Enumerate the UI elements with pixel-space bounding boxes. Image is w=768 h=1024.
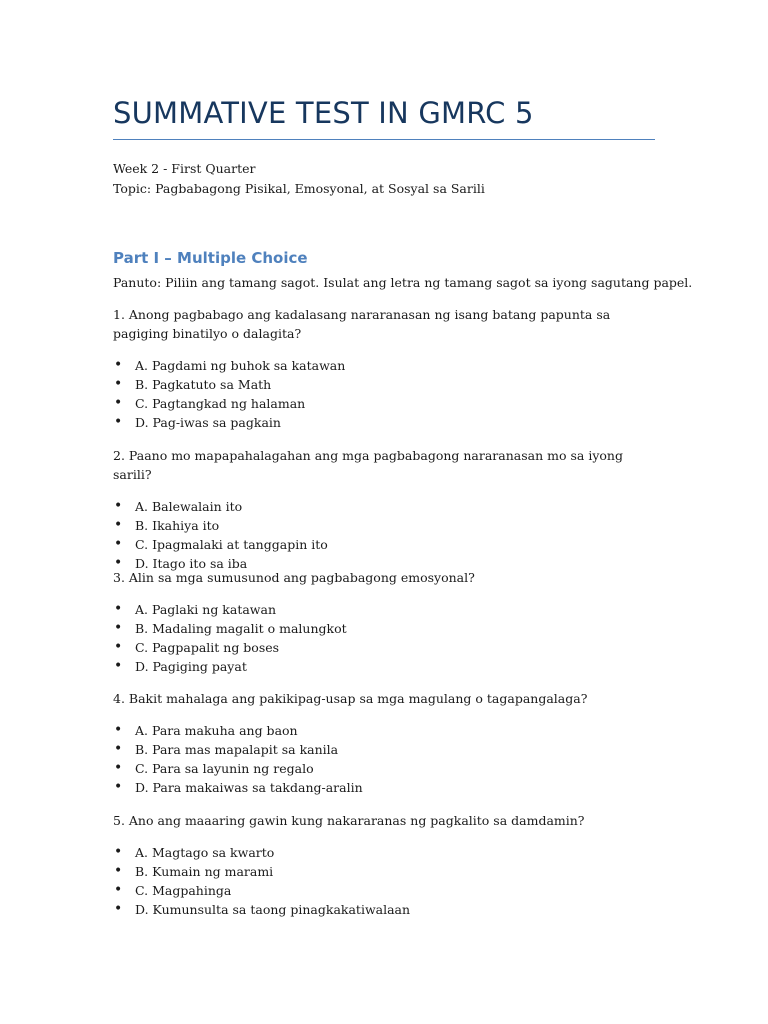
choice-text: B. Para mas mapalapit sa kanila <box>135 742 339 757</box>
choice-text: D. Pagiging payat <box>135 659 247 674</box>
choice-text: D. Para makaiwas sa takdang-aralin <box>135 780 363 795</box>
choice-item <box>113 721 655 740</box>
choice-item <box>113 619 655 638</box>
choice-list <box>113 497 655 573</box>
bullet-icon: • <box>114 414 123 430</box>
bullet-icon: • <box>114 741 123 757</box>
choice-text: C. Ipagmalaki at tanggapin ito <box>135 537 328 552</box>
choice-text: A. Paglaki ng katawan <box>135 602 277 617</box>
bullet-icon: • <box>114 901 123 917</box>
choice-text: C. Pagpapalit ng boses <box>135 640 280 655</box>
choice-item <box>113 356 655 375</box>
choice-text: D. Kumunsulta sa taong pinagkakatiwalaan <box>135 902 411 917</box>
choice-list <box>113 843 655 919</box>
choice-item <box>113 862 655 881</box>
choice-item <box>113 394 655 413</box>
choice-item <box>113 657 655 676</box>
question-text: 2. Paano mo mapapahalagahan ang mga pagbabagong nararanasan mo sa iyong sarili? <box>113 448 623 482</box>
question-5 <box>113 811 655 919</box>
bullet-icon: • <box>114 376 123 392</box>
choice-text: A. Balewalain ito <box>135 499 243 514</box>
bullet-icon: • <box>114 517 123 533</box>
bullet-icon: • <box>114 844 123 860</box>
bullet-icon: • <box>114 620 123 636</box>
topic-label: Topic: Pagbabagong Pisikal, Emosyonal, at Sosyal sa Sarili <box>113 181 485 196</box>
choice-text: C. Magpahinga <box>135 883 232 898</box>
choice-list <box>113 721 655 797</box>
question-text: 4. Bakit mahalaga ang pakikipag-usap sa mga magulang o tagapangalaga? <box>113 691 588 706</box>
bullet-icon: • <box>114 498 123 514</box>
choice-text: A. Magtago sa kwarto <box>135 845 275 860</box>
question-text: 1. Anong pagbabago ang kadalasang nararanasan ng isang batang papunta sa pagiging binatilyo o dalagita? <box>113 307 611 341</box>
choice-item <box>113 881 655 900</box>
choice-text: B. Madaling magalit o malungkot <box>135 621 347 636</box>
bullet-icon: • <box>114 555 123 571</box>
choice-text: B. Kumain ng marami <box>135 864 274 879</box>
bullet-icon: • <box>114 395 123 411</box>
bullet-icon: • <box>114 779 123 795</box>
choice-text: B. Pagkatuto sa Math <box>135 377 272 392</box>
bullet-icon: • <box>114 639 123 655</box>
document-title: SUMMATIVE TEST IN GMRC 5 <box>113 96 534 130</box>
choice-item <box>113 497 655 516</box>
choice-text: A. Para makuha ang baon <box>135 723 298 738</box>
bullet-icon: • <box>114 357 123 373</box>
choice-item <box>113 535 655 554</box>
choice-item <box>113 740 655 759</box>
choice-list <box>113 600 655 676</box>
choice-item <box>113 843 655 862</box>
instructions: Panuto: Piliin ang tamang sagot. Isulat ang letra ng tamang sagot sa iyong sagutang papel. <box>113 275 693 290</box>
choice-text: D. Pag-iwas sa pagkain <box>135 415 281 430</box>
bullet-icon: • <box>114 722 123 738</box>
choice-text: A. Pagdami ng buhok sa katawan <box>135 358 346 373</box>
choice-item <box>113 375 655 394</box>
week-label: Week 2 - First Quarter <box>113 161 256 176</box>
choice-item <box>113 638 655 657</box>
title-underline <box>113 139 655 140</box>
question-4 <box>113 689 655 797</box>
bullet-icon: • <box>114 658 123 674</box>
question-2 <box>113 446 655 573</box>
bullet-icon: • <box>114 863 123 879</box>
bullet-icon: • <box>114 882 123 898</box>
choice-item <box>113 413 655 432</box>
bullet-icon: • <box>114 760 123 776</box>
choice-item <box>113 600 655 619</box>
question-3 <box>113 568 655 676</box>
choice-item <box>113 759 655 778</box>
choice-list <box>113 356 655 432</box>
section-heading: Part I – Multiple Choice <box>113 249 308 267</box>
choice-item <box>113 900 655 919</box>
choice-item <box>113 778 655 797</box>
bullet-icon: • <box>114 601 123 617</box>
choice-text: B. Ikahiya ito <box>135 518 220 533</box>
bullet-icon: • <box>114 536 123 552</box>
question-text: 3. Alin sa mga sumusunod ang pagbabagong emosyonal? <box>113 570 475 585</box>
choice-text: C. Para sa layunin ng regalo <box>135 761 314 776</box>
question-1 <box>113 305 655 432</box>
choice-item <box>113 516 655 535</box>
question-text: 5. Ano ang maaaring gawin kung nakararanas ng pagkalito sa damdamin? <box>113 813 585 828</box>
choice-text: D. Itago ito sa iba <box>135 556 248 571</box>
choice-text: C. Pagtangkad ng halaman <box>135 396 306 411</box>
